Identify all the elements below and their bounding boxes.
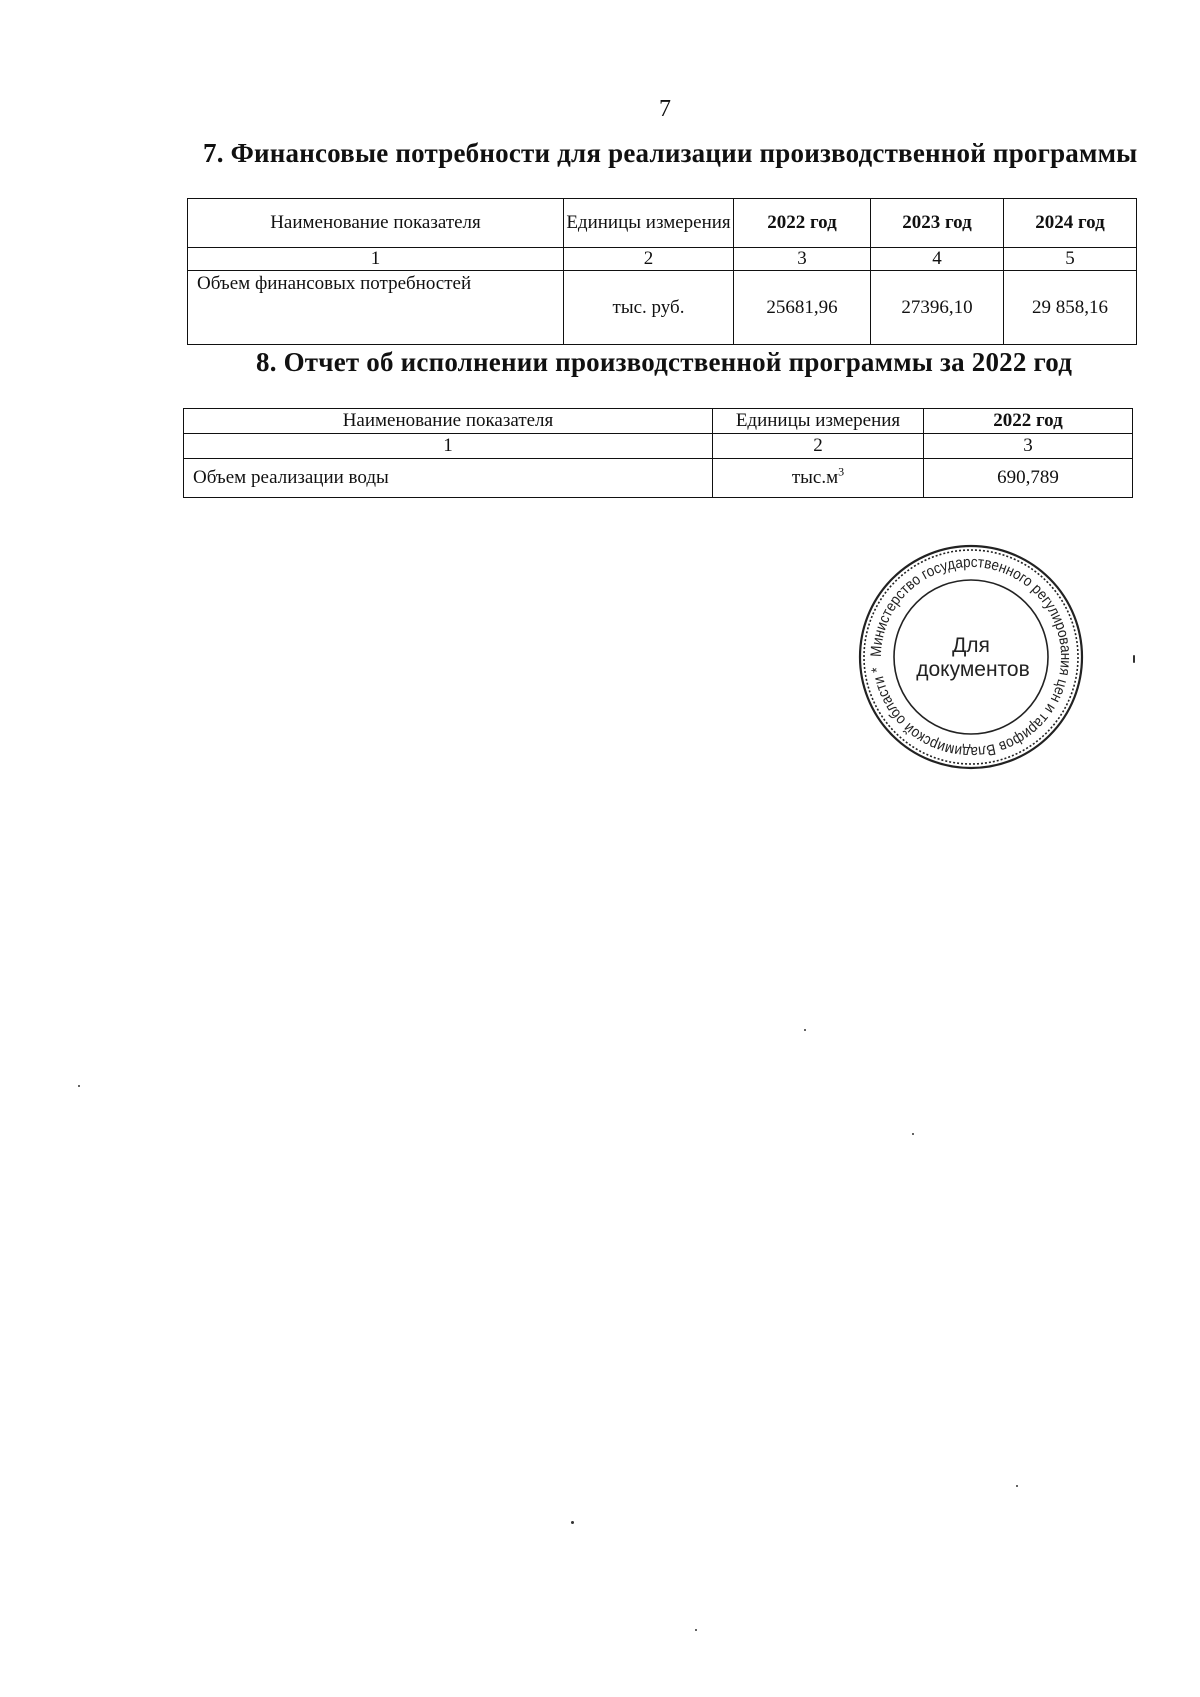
- column-number: 5: [1004, 248, 1137, 271]
- column-number: 4: [871, 248, 1004, 271]
- program-execution-table: [183, 408, 1133, 498]
- scan-speck: [1016, 1485, 1018, 1487]
- table-header-row: [184, 409, 1133, 434]
- row-unit: [713, 459, 924, 498]
- row-value-2022: 25681,96: [734, 271, 871, 345]
- scan-speck: [804, 1029, 806, 1031]
- scan-speck: [1133, 655, 1135, 663]
- stamp-inner-ring: [894, 580, 1048, 734]
- header-indicator-name: Наименование показателя: [188, 199, 564, 248]
- header-year-2023: 2023 год: [871, 199, 1004, 248]
- page-number: 7: [659, 96, 671, 122]
- column-number: 1: [184, 434, 713, 459]
- scan-speck: [912, 1133, 914, 1135]
- column-number: 3: [734, 248, 871, 271]
- header-units: Единицы измерения: [713, 409, 924, 434]
- section-7-title: 7. Финансовые потребности для реализации производственной программы: [203, 138, 1138, 168]
- official-stamp: [856, 542, 1086, 772]
- row-value-2024: 29 858,16: [1004, 271, 1137, 345]
- header-units: Единицы измерения: [564, 199, 734, 248]
- stamp-center-line-2: документов: [916, 658, 1030, 681]
- financial-needs-table: [187, 198, 1137, 345]
- header-year-2022: 2022 год: [924, 409, 1133, 434]
- stamp-center-line-1: Для: [952, 634, 990, 657]
- table-row: [184, 459, 1133, 498]
- scan-speck: [571, 1521, 574, 1524]
- row-unit: тыс. руб.: [564, 271, 734, 345]
- table-row: [188, 271, 1137, 345]
- unit-base: тыс.м: [791, 467, 839, 488]
- row-value-2023: 27396,10: [871, 271, 1004, 345]
- column-number: 2: [564, 248, 734, 271]
- column-number: 1: [188, 248, 564, 271]
- header-year-2024: 2024 год: [1004, 199, 1137, 248]
- section-8-title: 8. Отчет об исполнении производственной программы за 2022 год: [256, 347, 1073, 377]
- row-indicator-name: Объем финансовых потребностей: [188, 271, 564, 345]
- column-number: 2: [713, 434, 924, 459]
- header-year-2022: 2022 год: [734, 199, 871, 248]
- column-number-row: [188, 248, 1137, 271]
- stamp-ring-text: Министерство государственного регулирования цен и тарифов Владимирской области *: [867, 553, 1075, 761]
- column-number-row: [184, 434, 1133, 459]
- row-value-2022: 690,789: [924, 459, 1133, 498]
- stamp-serrated-ring: [864, 550, 1078, 764]
- column-number: 3: [924, 434, 1133, 459]
- header-indicator-name: Наименование показателя: [184, 409, 713, 434]
- scan-speck: [695, 1629, 697, 1631]
- unit-superscript: 3: [838, 464, 845, 479]
- scan-speck: [78, 1085, 80, 1087]
- table-header-row: [188, 199, 1137, 248]
- row-indicator-name: Объем реализации воды: [184, 459, 713, 498]
